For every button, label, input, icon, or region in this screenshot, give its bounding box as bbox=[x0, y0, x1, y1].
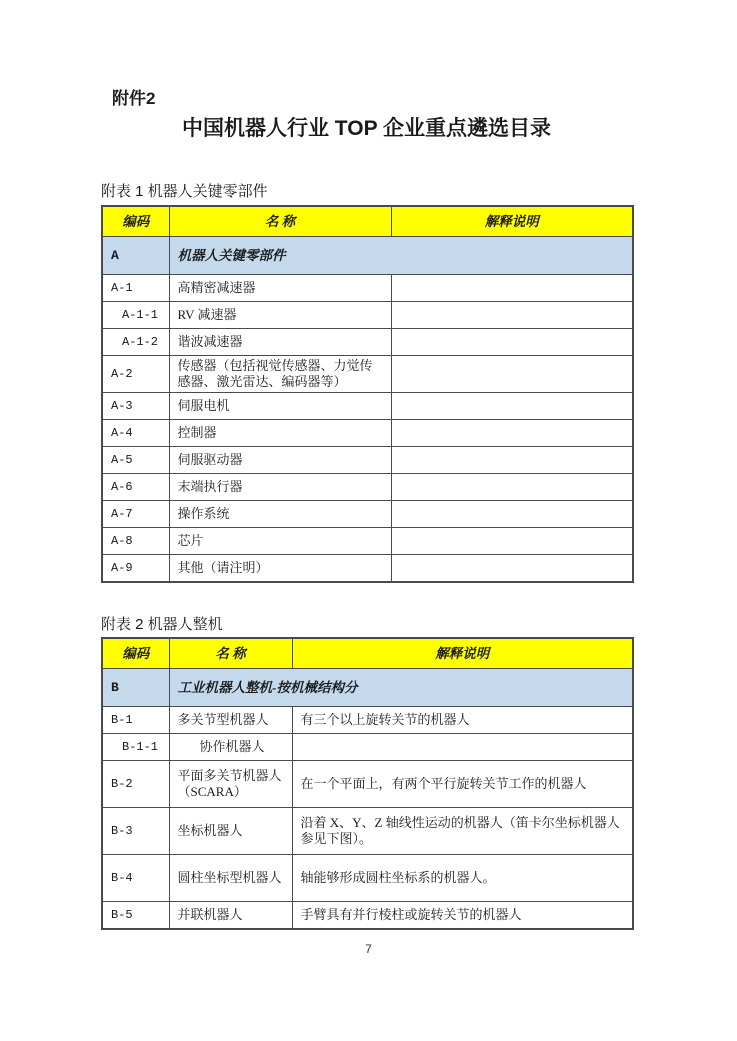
row-code: A-9 bbox=[102, 555, 169, 583]
row-name: 并联机器人 bbox=[169, 902, 292, 930]
table-row bbox=[102, 275, 633, 302]
table-row bbox=[102, 707, 633, 734]
row-code: B-3 bbox=[102, 808, 169, 855]
key-components-table bbox=[101, 205, 634, 583]
row-code: B-4 bbox=[102, 855, 169, 902]
row-name: 控制器 bbox=[169, 420, 391, 447]
table-row bbox=[102, 501, 633, 528]
row-name: 协作机器人 bbox=[169, 734, 292, 761]
table1-caption: 附表 1 机器人关键零部件 bbox=[101, 183, 268, 200]
row-desc bbox=[391, 420, 633, 447]
row-desc bbox=[391, 356, 633, 393]
row-desc bbox=[391, 329, 633, 356]
row-desc bbox=[391, 501, 633, 528]
row-code: A-7 bbox=[102, 501, 169, 528]
table-row bbox=[102, 855, 633, 902]
row-code: B-2 bbox=[102, 761, 169, 808]
table-row bbox=[102, 474, 633, 501]
row-name: 多关节型机器人 bbox=[169, 707, 292, 734]
row-name: 圆柱坐标型机器人 bbox=[169, 855, 292, 902]
table2-section-row bbox=[102, 669, 633, 707]
page-title: 中国机器人行业 TOP 企业重点遴选目录 bbox=[181, 117, 552, 140]
row-desc bbox=[391, 393, 633, 420]
table-row bbox=[102, 761, 633, 808]
table-row bbox=[102, 808, 633, 855]
row-desc bbox=[292, 734, 633, 761]
row-name: 平面多关节机器人（SCARA） bbox=[169, 761, 292, 808]
table-row bbox=[102, 356, 633, 393]
table1-header-desc: 解释说明 bbox=[391, 206, 633, 237]
section-code: A bbox=[102, 237, 169, 275]
row-desc: 有三个以上旋转关节的机器人 bbox=[292, 707, 633, 734]
row-name: 操作系统 bbox=[169, 501, 391, 528]
table-row bbox=[102, 555, 633, 583]
row-code: A-3 bbox=[102, 393, 169, 420]
row-desc: 手臂具有并行棱柱或旋转关节的机器人 bbox=[292, 902, 633, 930]
row-code: B-5 bbox=[102, 902, 169, 930]
row-name: 高精密减速器 bbox=[169, 275, 391, 302]
table-row bbox=[102, 420, 633, 447]
row-code: A-8 bbox=[102, 528, 169, 555]
table2-header-name: 名 称 bbox=[169, 638, 292, 669]
attachment-label: 附件2 bbox=[112, 89, 156, 108]
row-desc bbox=[391, 555, 633, 583]
section-name: 工业机器人整机-按机械结构分 bbox=[169, 669, 633, 707]
row-code: A-1-2 bbox=[102, 329, 169, 356]
table1-header-name: 名 称 bbox=[169, 206, 391, 237]
table2-header-row bbox=[102, 638, 633, 669]
table1-header-row bbox=[102, 206, 633, 237]
row-name: 芯片 bbox=[169, 528, 391, 555]
row-name: 谐波减速器 bbox=[169, 329, 391, 356]
row-code: A-1-1 bbox=[102, 302, 169, 329]
row-desc bbox=[391, 275, 633, 302]
row-desc bbox=[391, 474, 633, 501]
section-name: 机器人关键零部件 bbox=[169, 237, 633, 275]
table-row bbox=[102, 302, 633, 329]
row-code: A-4 bbox=[102, 420, 169, 447]
row-code: B-1 bbox=[102, 707, 169, 734]
row-desc bbox=[391, 302, 633, 329]
table-row bbox=[102, 329, 633, 356]
row-code: A-5 bbox=[102, 447, 169, 474]
table-row bbox=[102, 393, 633, 420]
complete-robots-table bbox=[101, 637, 634, 930]
row-name: RV 减速器 bbox=[169, 302, 391, 329]
table1-section-row bbox=[102, 237, 633, 275]
row-desc: 沿着 X、Y、Z 轴线性运动的机器人（笛卡尔坐标机器人参见下图）。 bbox=[292, 808, 633, 855]
row-name: 其他（请注明） bbox=[169, 555, 391, 583]
page-number: 7 bbox=[365, 942, 372, 956]
row-name: 坐标机器人 bbox=[169, 808, 292, 855]
row-desc: 轴能够形成圆柱坐标系的机器人。 bbox=[292, 855, 633, 902]
table-row bbox=[102, 734, 633, 761]
table-row bbox=[102, 902, 633, 930]
row-name: 伺服电机 bbox=[169, 393, 391, 420]
row-code: A-1 bbox=[102, 275, 169, 302]
section-code: B bbox=[102, 669, 169, 707]
table-row bbox=[102, 528, 633, 555]
row-name: 传感器（包括视觉传感器、力觉传感器、激光雷达、编码器等） bbox=[169, 356, 391, 393]
row-name: 伺服驱动器 bbox=[169, 447, 391, 474]
row-desc bbox=[391, 528, 633, 555]
row-desc: 在一个平面上，有两个平行旋转关节工作的机器人 bbox=[292, 761, 633, 808]
row-code: B-1-1 bbox=[102, 734, 169, 761]
row-code: A-2 bbox=[102, 356, 169, 393]
table-row bbox=[102, 447, 633, 474]
row-name: 末端执行器 bbox=[169, 474, 391, 501]
table2-header-desc: 解释说明 bbox=[292, 638, 633, 669]
table1-header-code: 编码 bbox=[102, 206, 169, 237]
row-desc bbox=[391, 447, 633, 474]
table2-caption: 附表 2 机器人整机 bbox=[101, 616, 223, 633]
table2-header-code: 编码 bbox=[102, 638, 169, 669]
row-code: A-6 bbox=[102, 474, 169, 501]
